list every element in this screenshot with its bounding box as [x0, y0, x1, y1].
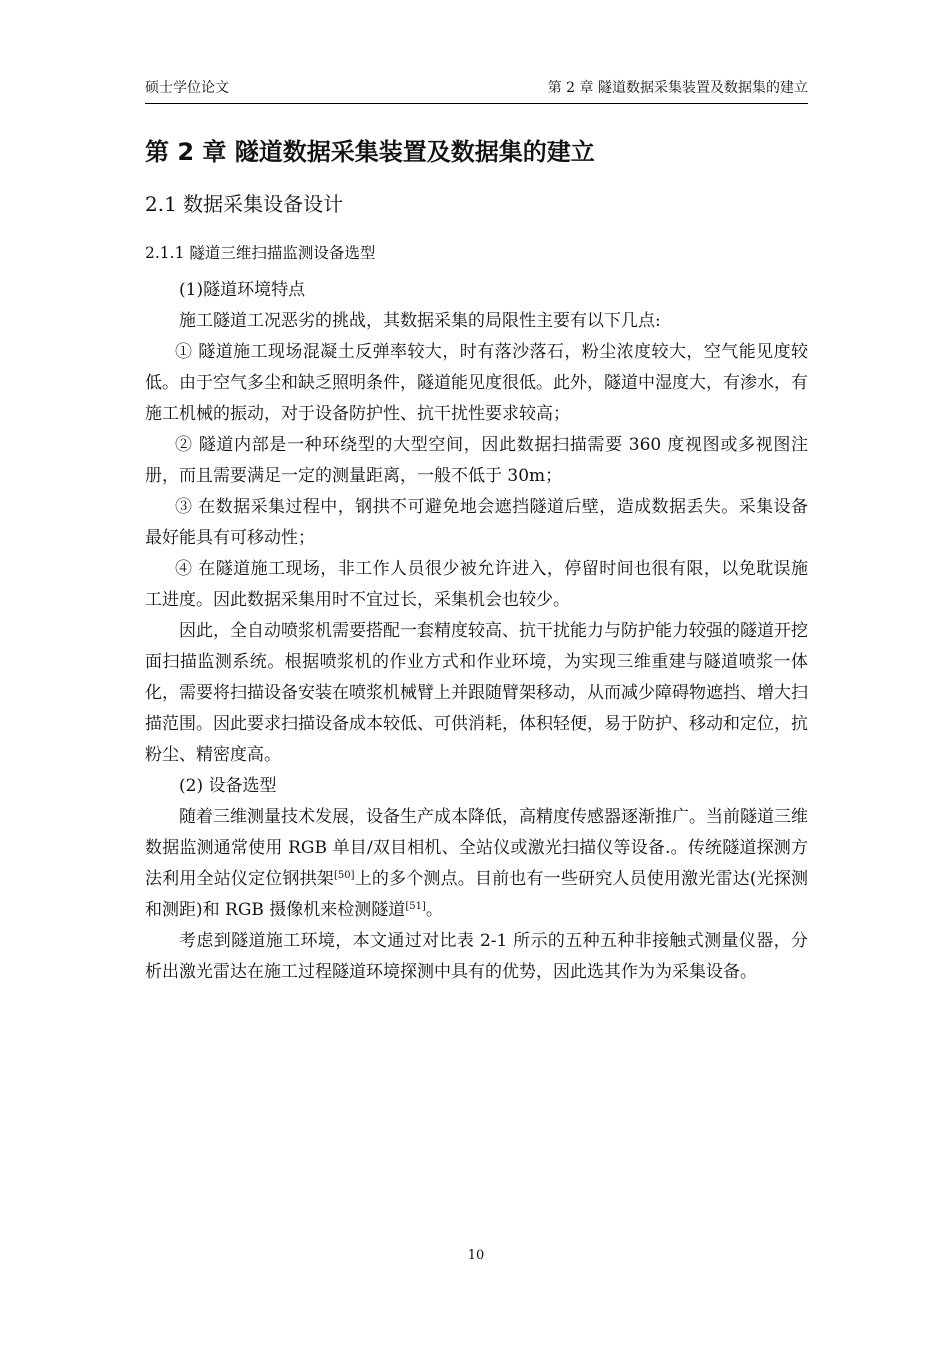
paragraph-point-4: ④ 在隧道施工现场，非工作人员很少被允许进入，停留时间也很有限，以免耽误施工进度。因此数据采集用时不宜过长，采集机会也较少。 — [145, 559, 808, 610]
chapter-title: 第 2 章 隧道数据采集装置及数据集的建立 — [145, 138, 595, 166]
header-thesis-type: 硕士学位论文 — [145, 80, 229, 96]
subsection-title: 2.1.1 隧道三维扫描监测设备选型 — [145, 244, 376, 262]
paragraph-technology-background — [145, 802, 808, 926]
paragraph-selection-heading: (2) 设备选型 — [179, 776, 277, 796]
paragraph-point-1: ① 隧道施工现场混凝土反弹率较大，时有落沙落石，粉尘浓度较大，空气能见度较低。由于空气多尘和缺乏照明条件，隧道能见度很低。此外，隧道中湿度大，有渗水，有施工机械的振动，对于设备防护性、抗干扰性要求较高； — [145, 342, 808, 424]
paragraph-challenges-intro: 施工隧道工况恶劣的挑战，其数据采集的局限性主要有以下几点: — [179, 311, 661, 331]
header-chapter-title: 第 2 章 隧道数据采集装置及数据集的建立 — [547, 80, 808, 96]
page-number: 10 — [467, 1248, 485, 1263]
citation-reference: [50] — [333, 870, 355, 881]
paragraph-device-choice: 考虑到隧道施工环境，本文通过对比表 2-1 所示的五种五种非接触式测量仪器，分析出激光雷达在施工过程隧道环境探测中具有的优势，因此选其作为为采集设备。 — [145, 931, 808, 982]
body-text — [145, 275, 808, 988]
text-segment: 。 — [425, 900, 443, 920]
text-segment: 随着三维测量技术发展，设备生产成本降低，高精度传感器逐渐推广。当前隧道三维数据监测通常使用 RGB 单目/双目相机、全站仪或激光扫描仪等设备.。传统隧道探测方法利用全站仪定位钢拱架 — [145, 807, 808, 889]
text-segment: 上的多个测点。目前也有一些研究人员使用激光雷达(光探测和测距)和 RGB 摄像机来检测隧道 — [145, 869, 808, 920]
citation-reference: [51] — [405, 901, 426, 912]
paragraph-point-2: ② 隧道内部是一种环绕型的大型空间，因此数据扫描需要 360 度视图或多视图注册，而且需要满足一定的测量距离，一般不低于 30m； — [145, 435, 808, 486]
paragraph-point-3: ③ 在数据采集过程中，钢拱不可避免地会遮挡隧道后壁，造成数据丢失。采集设备最好能具有可移动性； — [145, 497, 808, 548]
paragraph-environment-heading: (1)隧道环境特点 — [179, 280, 306, 300]
page-content — [145, 135, 808, 988]
running-header — [145, 77, 808, 104]
section-title: 2.1 数据采集设备设计 — [145, 192, 344, 216]
paragraph-conclusion: 因此，全自动喷浆机需要搭配一套精度较高、抗干扰能力与防护能力较强的隧道开挖面扫描监测系统。根据喷浆机的作业方式和作业环境，为实现三维重建与隧道喷浆一体化，需要将扫描设备安装在喷浆机械臂上并跟随臂架移动，从而减少障碍物遮挡、增大扫描范围。因此要求扫描设备成本较低、可供消耗，体积轻便，易于防护、移动和定位，抗粉尘、精密度高。 — [145, 621, 808, 765]
